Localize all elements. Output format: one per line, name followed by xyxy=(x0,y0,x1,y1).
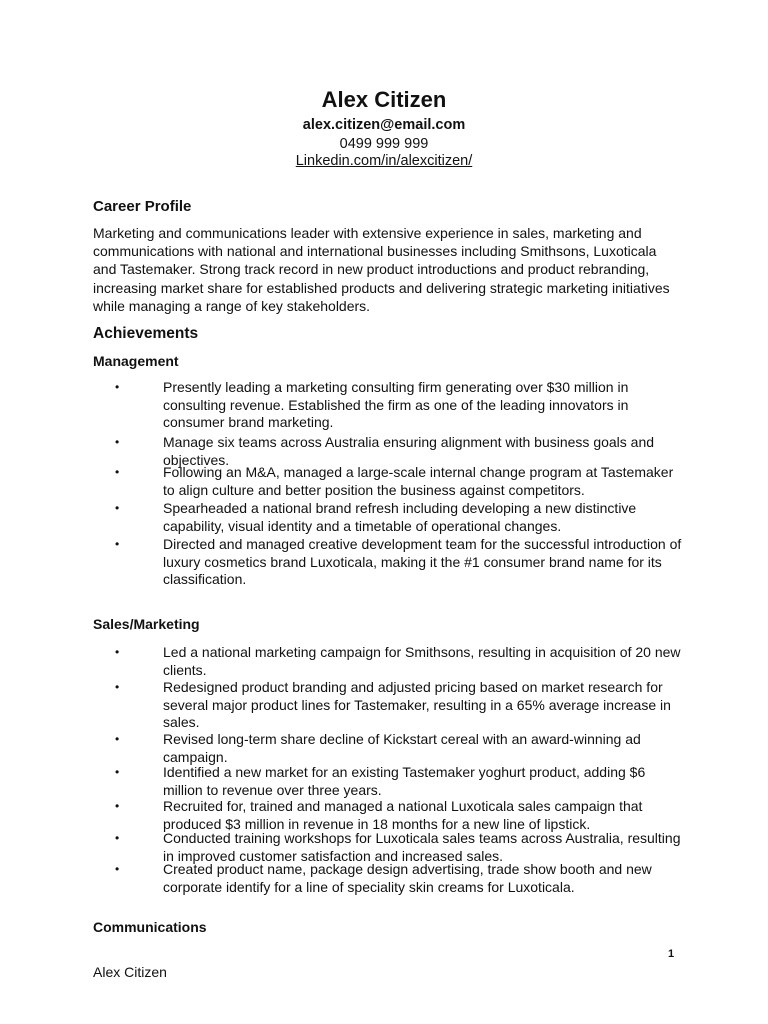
bullet-icon: • xyxy=(115,465,120,479)
list-item xyxy=(0,731,683,766)
bullet-icon: • xyxy=(115,537,120,551)
list-item-text: Redesigned product branding and adjusted pricing based on market research for several major product lines for Tastemaker, resulting in a 65% average increase in sales. xyxy=(163,679,671,730)
achievements-heading: Achievements xyxy=(93,325,199,342)
bullet-icon: • xyxy=(115,680,120,694)
list-item-text: Spearheaded a national brand refresh including developing a new distinctive capability, visual identity and a timetable of operational changes. xyxy=(163,500,637,534)
list-item-text: Conducted training workshops for Luxoticala sales teams across Australia, resulting in improved customer satisfaction and increased sales. xyxy=(163,830,681,864)
list-item-text: Directed and managed creative development team for the successful introduction of luxury cosmetics brand Luxoticala, making it the #1 consumer brand name for its classification. xyxy=(163,536,682,587)
bullet-icon: • xyxy=(115,732,120,746)
list-item-text: Led a national marketing campaign for Smithsons, resulting in acquisition of 20 new clients. xyxy=(163,644,681,678)
sales-marketing-heading: Sales/Marketing xyxy=(93,616,200,632)
candidate-name: Alex Citizen xyxy=(321,87,447,112)
contact-email: alex.citizen@email.com xyxy=(302,117,466,133)
management-heading: Management xyxy=(93,353,179,369)
linkedin-link[interactable]: Linkedin.com/in/alexcitizen/ xyxy=(295,153,473,169)
list-item xyxy=(0,644,683,679)
list-item xyxy=(0,861,683,896)
career-profile-heading: Career Profile xyxy=(93,198,192,215)
bullet-icon: • xyxy=(115,799,120,813)
bullet-icon: • xyxy=(115,380,120,394)
bullet-icon: • xyxy=(115,645,120,659)
list-item-text: Created product name, package design advertising, trade show booth and new corporate identify for a line of speciality skin creams for Luxoticala. xyxy=(163,861,652,895)
list-item xyxy=(0,500,683,535)
list-item-text: Presently leading a marketing consulting firm generating over $30 million in consulting revenue. Established the firm as one of the leading innovators in consumer brand marketing. xyxy=(163,379,629,430)
list-item xyxy=(0,379,683,432)
communications-heading: Communications xyxy=(93,919,207,935)
list-item xyxy=(0,764,683,799)
bullet-icon: • xyxy=(115,435,120,449)
list-item-text: Following an M&A, managed a large-scale internal change program at Tastemaker to align culture and better position the business against competitors. xyxy=(163,464,674,498)
list-item xyxy=(0,830,683,865)
contact-phone: 0499 999 999 xyxy=(339,136,429,152)
bullet-icon: • xyxy=(115,765,120,779)
list-item xyxy=(0,536,683,589)
bullet-icon: • xyxy=(115,501,120,515)
list-item-text: Revised long-term share decline of Kickstart cereal with an award-winning ad campaign. xyxy=(163,731,641,765)
list-item-text: Recruited for, trained and managed a national Luxoticala sales campaign that produced $3 million in revenue in 18 months for a new line of lipstick. xyxy=(163,798,643,832)
list-item xyxy=(0,464,683,499)
career-profile-text: Marketing and communications leader with extensive experience in sales, marketing and communications with national and international businesses including Smithsons, Luxoticala and Tastemaker. Strong track record in new product introductions and product rebranding, increasing market share for established products and delivering strategic marketing initiatives while managing a range of key stakeholders. xyxy=(93,225,670,314)
list-item xyxy=(0,679,683,732)
bullet-icon: • xyxy=(115,862,120,876)
list-item-text: Manage six teams across Australia ensuring alignment with business goals and objectives. xyxy=(163,434,655,468)
list-item xyxy=(0,798,683,833)
page-number: 1 xyxy=(668,948,675,960)
footer-author: Alex Citizen xyxy=(93,964,167,980)
bullet-icon: • xyxy=(115,831,120,845)
list-item-text: Identified a new market for an existing Tastemaker yoghurt product, adding $6 million to revenue over three years. xyxy=(163,764,646,798)
